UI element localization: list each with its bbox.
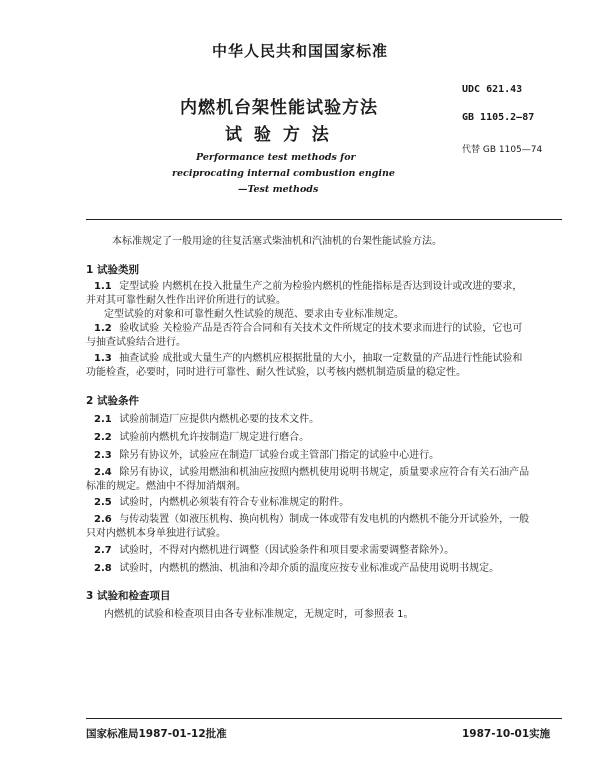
doc-title-line2: 试 验 方 法 (225, 125, 332, 145)
para-2-8: 2.8 试验时，内燃机的燃油、机油和冷却介质的温度应按专业标准或产品使用说明书规定。 (94, 563, 500, 574)
para-number: 2.3 (94, 450, 112, 461)
para-1-1-cont: 并对其可靠性耐久性作出评价所进行的试验。 (86, 295, 286, 306)
section-3-title: 3 试验和检查项目 (86, 590, 171, 602)
para-number: 1.3 (94, 353, 112, 364)
para-number: 2.7 (94, 545, 112, 556)
english-title-line1: Performance test methods for (196, 152, 356, 163)
footer-divider (86, 718, 562, 719)
para-number: 1.1 (94, 281, 112, 292)
para-number: 2.2 (94, 432, 112, 443)
doc-title-line1: 内燃机台架性能试验方法 (180, 98, 378, 118)
english-title-line2: reciprocating internal combustion engine (172, 168, 395, 179)
para-2-2: 2.2 试验前内燃机允许按制造厂规定进行磨合。 (94, 432, 310, 443)
replaces-note: 代替 GB 1105—74 (462, 145, 543, 155)
para-number: 1.2 (94, 323, 112, 334)
para-2-5: 2.5 试验时，内燃机必须装有符合专业标准规定的附件。 (94, 497, 350, 508)
para-2-6: 2.6 与传动装置（如液压机构、换向机构）制成一体或带有发电机的内燃机不能分开试验外，一般 (94, 514, 530, 525)
section-1-title: 1 试验类别 (86, 264, 139, 276)
para-1-2-cont: 与抽查试验结合进行。 (86, 337, 186, 348)
para-number: 2.6 (94, 514, 112, 525)
para-2-4-cont: 标准的规定。燃油中不得加消烟剂。 (86, 481, 246, 492)
udc-code: UDC 621.43 (462, 84, 523, 95)
para-1-3-cont: 功能检查，必要时，同时进行可靠性、耐久性试验，以考核内燃机制造质量的稳定性。 (86, 367, 466, 378)
english-title-line3: —Test methods (238, 184, 319, 195)
para-2-4: 2.4 除另有协议，试验用燃油和机油应按照内燃机使用说明书规定，质量要求应符合有关石油产品 (94, 467, 530, 478)
implementation-date: 1987-10-01实施 (462, 728, 551, 740)
intro-text: 本标准规定了一般用途的往复活塞式柴油机和汽油机的台架性能试验方法。 (112, 236, 442, 247)
header-divider (86, 219, 562, 220)
gb-number: GB 1105.2—87 (462, 112, 535, 123)
para-2-3: 2.3 除另有协议外，试验应在制造厂试验台或主管部门指定的试验中心进行。 (94, 450, 440, 461)
standard-title: 中华人民共和国国家标准 (211, 42, 388, 60)
para-3: 内燃机的试验和检查项目由各专业标准规定，无规定时，可参照表 1。 (104, 609, 414, 620)
para-2-1: 2.1 试验前制造厂应提供内燃机必要的技术文件。 (94, 414, 320, 425)
para-2-6-cont: 只对内燃机本身单独进行试验。 (86, 528, 226, 539)
approval-date: 国家标准局1987-01-12批准 (86, 728, 227, 740)
section-2-title: 2 试验条件 (86, 395, 139, 407)
para-1-1: 1.1 定型试验 内燃机在投入批量生产之前为检验内燃机的性能指标是否达到设计或改进的要求， (94, 281, 523, 292)
para-2-7: 2.7 试验时，不得对内燃机进行调整（因试验条件和项目要求需要调整者除外）。 (94, 545, 455, 556)
para-number: 2.1 (94, 414, 112, 425)
para-1-3: 1.3 抽查试验 成批或大量生产的内燃机应根据批量的大小，抽取一定数量的产品进行性能试验和 (94, 353, 523, 364)
para-number: 2.4 (94, 467, 112, 478)
para-number: 2.5 (94, 497, 112, 508)
para-1-1-note: 定型试验的对象和可靠性耐久性试验的规范、要求由专业标准规定。 (104, 309, 404, 320)
para-number: 2.8 (94, 563, 112, 574)
para-1-2: 1.2 验收试验 关检验产品是否符合合同和有关技术文件所规定的技术要求而进行的试验，它也可 (94, 323, 523, 334)
